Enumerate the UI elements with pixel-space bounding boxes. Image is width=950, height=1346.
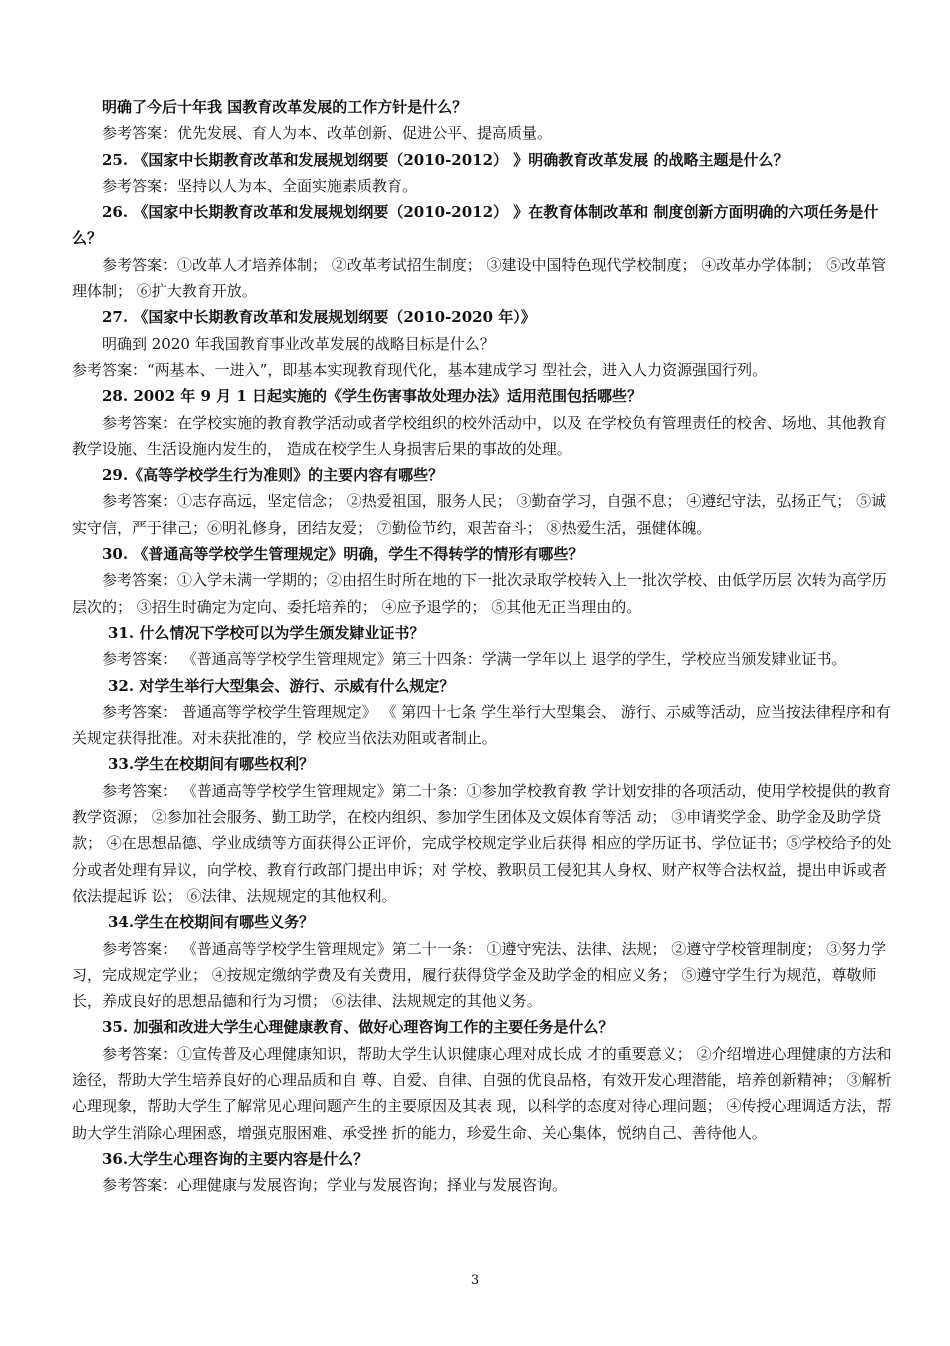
- answer-36: 参考答案：心理健康与发展咨询；学业与发展咨询；择业与发展咨询。: [102, 1176, 568, 1195]
- answer-28: 参考答案：在学校实施的教育教学活动或者学校组织的校外活动中，以及 在学校负有管理责任的校舍、场地、其他教育教学设施、生活设施内发生的， 造成在校学生人身损害后果的事故的处理。: [72, 413, 887, 458]
- answer-35: 参考答案：①宣传普及心理健康知识，帮助大学生认识健康心理对成长成 才的重要意义； ②介绍增进心理健康的方法和途径，帮助大学生培养良好的心理品质和自 尊、自爱、自律、自强的优良品格，有效开发心理潜能，培养创新精神； ③解析心理现象，帮助大学生了解常见心理问题产生的主要原因及其表 现，以科学的态度对待心理问题； ④传授心理调适方法，帮助大学生消除心理困惑，增强克服困难、承受挫 折的能力，珍爱生命、关心集体，悦纳自己、善待他人。: [72, 1044, 892, 1142]
- question-28: 28. 2002 年 9 月 1 日起实施的《学生伤害事故处理办法》适用范围包括哪些？: [102, 387, 643, 406]
- answer-31: 参考答案： 《普通高等学校学生管理规定》第三十四条：学满一学年以上 退学的学生，学校应当颁发肄业证书。: [102, 650, 847, 669]
- answer-32: 参考答案： 普通高等学校学生管理规定》 《 第四十七条 学生举行大型集会、 游行、示威等活动，应当按法律程序和有关规定获得批准。对未获批准的，学 校应当依法劝阻或者制止。: [72, 702, 891, 748]
- question-27: 27. 《国家中长期教育改革和发展规划纲要（2010-2020 年）》: [102, 308, 536, 327]
- answer-27: 参考答案：“两基本、一进入”，即基本实现教育现代化，基本建成学习 型社会，进入人力资源强国行列。: [72, 360, 768, 379]
- question-30: 30. 《普通高等学校学生管理规定》明确，学生不得转学的情形有哪些？: [102, 545, 584, 564]
- question-36: 36.大学生心理咨询的主要内容是什么？: [102, 1149, 369, 1168]
- answer-24: 参考答案：优先发展、育人为本、改革创新、促进公平、提高质量。: [102, 124, 553, 143]
- question-25: 25. 《国家中长期教育改革和发展规划纲要（2010-2012） 》明确教育改革发展 的战略主题是什么？: [102, 150, 789, 169]
- question-26: 26. 《国家中长期教育改革和发展规划纲要（2010-2012） 》在教育体制改革和 制度创新方面明确的六项任务是什么？: [72, 203, 879, 248]
- question-33: 33.学生在校期间有哪些权利？: [108, 755, 315, 774]
- question-34: 34.学生在校期间有哪些义务？: [108, 913, 315, 932]
- question-32: 32. 对学生举行大型集会、游行、示威有什么规定？: [108, 676, 455, 695]
- question-24: 明确了今后十年我 国教育改革发展的工作方针是什么？: [102, 98, 468, 116]
- answer-29: 参考答案：①志存高远，坚定信念； ②热爱祖国，服务人民； ③勤奋学习，自强不息； ④遵纪守法，弘扬正气； ⑤诚实守信，严于律己；⑥明礼修身，团结友爱； ⑦勤俭节约，艰苦奋斗； ⑧热爱生活，强健体魄。: [72, 492, 887, 537]
- question-35: 35. 加强和改进大学生心理健康教育、做好心理咨询工作的主要任务是什么？: [102, 1018, 614, 1037]
- question-31: 31. 什么情况下学校可以为学生颁发肄业证书？: [108, 623, 425, 642]
- document-body: [72, 94, 896, 1198]
- answer-25: 参考答案：坚持以人为本、全面实施素质教育。: [102, 176, 418, 195]
- answer-34: 参考答案： 《普通高等学校学生管理规定》第二十一条： ①遵守宪法、法律、法规； ②遵守学校管理制度； ③努力学习，完成规定学业； ④按规定缴纳学费及有关费用，履行获得贷学金及助学金的相应义务； ⑤遵守学生行为规范，尊敬师长，养成良好的思想品德和行为习惯； ⑥法律、法规规定的其他义务。: [72, 939, 887, 1011]
- answer-33: 参考答案： 《普通高等学校学生管理规定》第二十条：①参加学校教育教 学计划安排的各项活动，使用学校提供的教育教学资源； ②参加社会服务、勤工助学，在校内组织、参加学生团体及文娱体育等活 动； ③申请奖学金、助学金及助学贷款； ④在思想品德、学业成绩等方面获得公正评价，完成学校规定学业后获得 相应的学历证书、学位证书；⑤学校给予的处分或者处理有异议，向学校、教育行政部门提出申诉；对 学校、教职员工侵犯其人身权、财产权等合法权益，提出申诉或者依法提起诉 讼； ⑥法律、法规规定的其他权利。: [72, 781, 892, 905]
- question-29: 29.《高等学校学生行为准则》的主要内容有哪些？: [102, 466, 444, 485]
- question-27-continued: 明确到 2020 年我国教育事业改革发展的战略目标是什么？: [102, 334, 495, 353]
- page-number: 3: [470, 1273, 480, 1288]
- answer-30: 参考答案：①入学未满一学期的；②由招生时所在地的下一批次录取学校转入上一批次学校、由低学历层 次转为高学历层次的； ③招生时确定为定向、委托培养的； ④应予退学的； ⑤其他无正当理由的。: [72, 571, 887, 616]
- answer-26: 参考答案：①改革人才培养体制； ②改革考试招生制度； ③建设中国特色现代学校制度； ④改革办学体制； ⑤改革管理体制； ⑥扩大教育开放。: [72, 255, 887, 301]
